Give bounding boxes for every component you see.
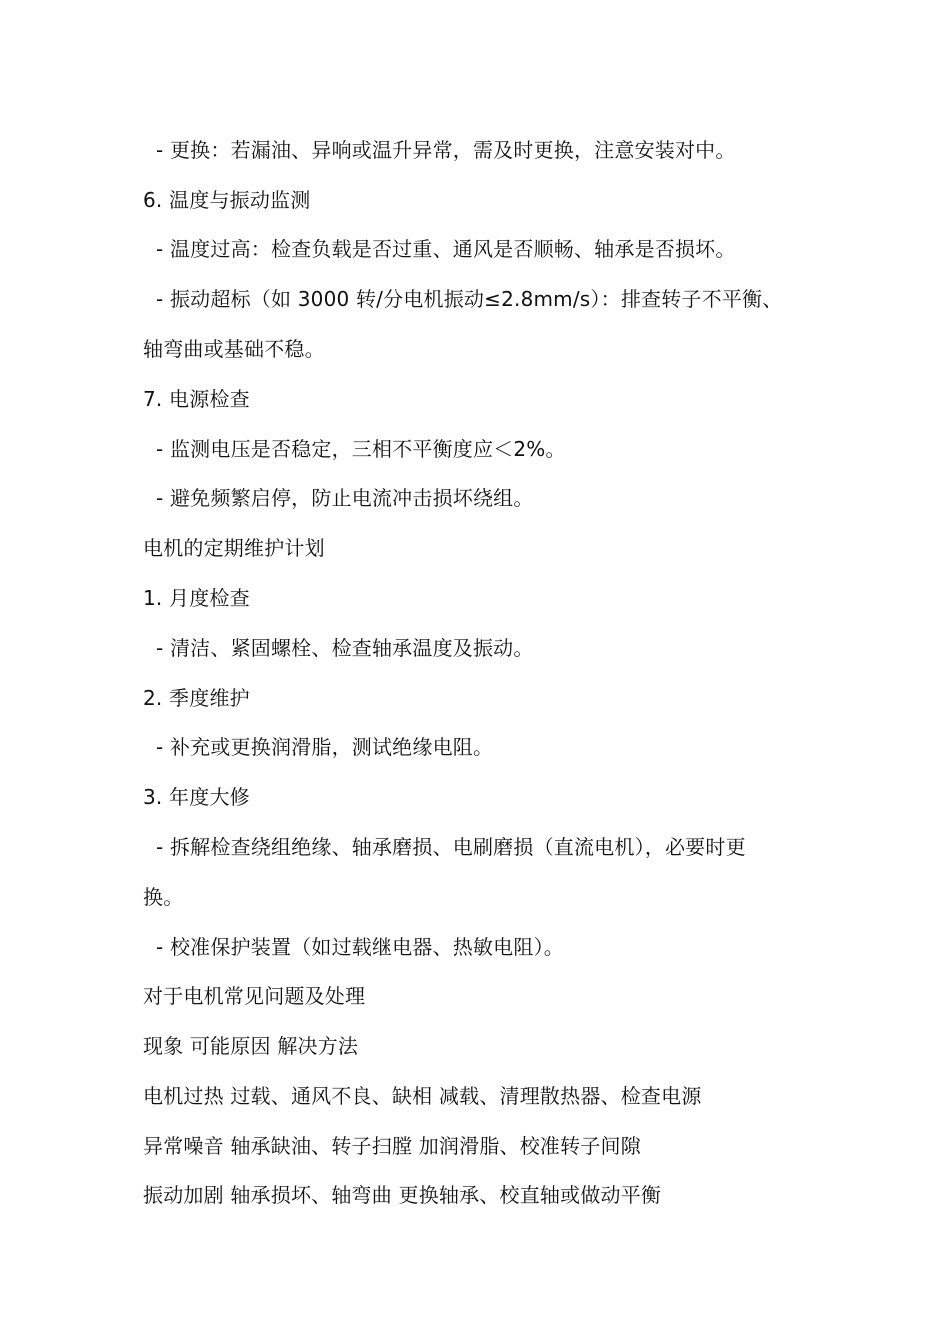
table-row-vibration: 振动加剧 轴承损坏、轴弯曲 更换轴承、校直轴或做动平衡 bbox=[143, 1183, 662, 1207]
monthly-heading: 1. 月度检查 bbox=[143, 586, 250, 610]
voltage-item: - 监测电压是否稳定，三相不平衡度应＜2%。 bbox=[156, 437, 566, 461]
annual-item-continued: 换。 bbox=[143, 885, 184, 909]
quarterly-item: - 补充或更换润滑脂，测试绝缘电阻。 bbox=[156, 735, 494, 759]
vibration-item: - 振动超标（如 3000 转/分电机振动≤2.8mm/s）：排查转子不平衡、 bbox=[156, 287, 783, 311]
monthly-item: - 清洁、紧固螺栓、检查轴承温度及振动。 bbox=[156, 636, 534, 660]
calibration-item: - 校准保护装置（如过载继电器、热敏电阻）。 bbox=[156, 935, 564, 959]
annual-item: - 拆解检查绕组绝缘、轴承磨损、电刷磨损（直流电机），必要时更 bbox=[156, 835, 746, 859]
table-row-overheat: 电机过热 过载、通风不良、缺相 减载、清理散热器、检查电源 bbox=[143, 1084, 702, 1108]
section-7-heading: 7. 电源检查 bbox=[143, 387, 250, 411]
table-header-row: 现象 可能原因 解决方法 bbox=[143, 1034, 359, 1058]
annual-heading: 3. 年度大修 bbox=[143, 785, 250, 809]
temperature-item: - 温度过高：检查负载是否过重、通风是否顺畅、轴承是否损坏。 bbox=[156, 237, 736, 261]
section-6-heading: 6. 温度与振动监测 bbox=[143, 188, 311, 212]
table-row-noise: 异常噪音 轴承缺油、转子扫膛 加润滑脂、校准转子间隙 bbox=[143, 1134, 641, 1158]
maintenance-plan-heading: 电机的定期维护计划 bbox=[143, 536, 325, 560]
quarterly-heading: 2. 季度维护 bbox=[143, 686, 250, 710]
vibration-item-continued: 轴弯曲或基础不稳。 bbox=[143, 337, 325, 361]
bearing-replace-item: - 更换：若漏油、异响或温升异常，需及时更换，注意安装对中。 bbox=[156, 138, 736, 162]
start-stop-item: - 避免频繁启停，防止电流冲击损坏绕组。 bbox=[156, 486, 534, 510]
common-problems-heading: 对于电机常见问题及处理 bbox=[143, 984, 366, 1008]
